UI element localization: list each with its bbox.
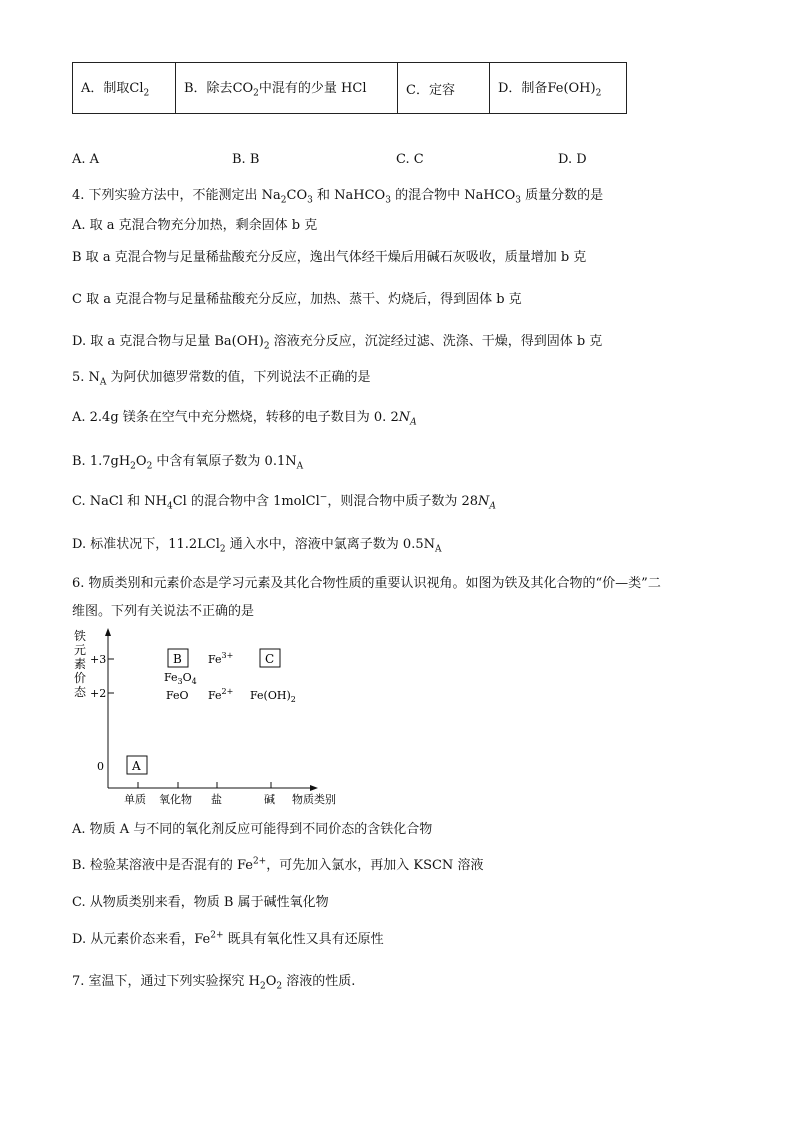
fe3-ion: $Fe^{3+}$ — [208, 651, 234, 666]
q5-option-d: D. 标准状况下，11.2LCl$_2$ 通入水中，溶液中氯离子数为 $0.5N_A$ — [72, 537, 442, 555]
fe2-ion: $Fe^{2+}$ — [208, 687, 234, 702]
q5-option-a: A. 2.4g 镁条在空气中充分燃烧，转移的电子数目为 0. $2N_A$ — [72, 410, 417, 428]
fe3o4: $Fe_3O_4$ — [164, 671, 197, 686]
q3-options-table — [72, 62, 627, 114]
y-tick-zero: 0 — [97, 760, 104, 773]
q4-option-d: D. 取 a 克混合物与足量 $Ba(OH)_2$ 溶液充分反应，沉淀经过滤、洗涤、干燥，得到固体 b 克 — [72, 334, 603, 352]
q7-stem: 7. 室温下，通过下列实验探究 $H_2O_2$ 溶液的性质. — [72, 974, 356, 992]
x-axis-arrow — [310, 785, 318, 791]
q4-stem: 4. 下列实验方法中，不能测定出 $Na_2CO_3$ 和 NaHCO$_3$ 的混合物中 NaHCO$_3$ 质量分数的是 — [72, 188, 604, 206]
y-label-char: 价 — [74, 671, 87, 685]
q5-option-c: C. NaCl 和 $NH_4Cl$ 的混合物中含 1molCl−，则混合物中质子数为 $28N_A$ — [72, 492, 496, 512]
q3-cell-a: A．制取$Cl_2$ — [73, 63, 176, 114]
y-tick-plus3: +3 — [90, 653, 107, 666]
x-tick-oxide: 氧化物 — [159, 793, 192, 806]
iron-valence-class-diagram — [60, 620, 360, 810]
q4-option-b: B 取 a 克混合物与足量稀盐酸充分反应，逸出气体经干燥后用碱石灰吸收，质量增加 b 克 — [72, 250, 587, 265]
q4-option-c: C 取 a 克混合物与足量稀盐酸充分反应，加热、蒸干、灼烧后，得到固体 b 克 — [72, 292, 522, 307]
q3-choice-d: D. D — [558, 152, 587, 167]
q4-option-a: A. 取 a 克混合物充分加热，剩余固体 b 克 — [72, 218, 318, 233]
x-axis-label: 物质类别 — [292, 793, 336, 806]
q6-option-a: A. 物质 A 与不同的氧化剂反应可能得到不同价态的含铁化合物 — [72, 822, 433, 837]
q3-cell-d: D．制备$Fe(OH)_2$ — [490, 63, 627, 114]
q6-option-b: B. 检验某溶液中是否混有的 $Fe^{2+}$，可先加入氯水，再加入 KSCN 溶液 — [72, 856, 484, 873]
q5-stem: 5. $N_A$ 为阿伏加德罗常数的值，下列说法不正确的是 — [72, 370, 371, 388]
q5-option-b: B. $1.7gH_2O_2$ 中含有氧原子数为 $0.1N_A$ — [72, 454, 304, 472]
y-label-char: 元 — [74, 643, 87, 657]
q3-cell-c: C．定容 — [398, 63, 490, 114]
q6-stem-line1: 6. 物质类别和元素价态是学习元素及其化合物性质的重要认识视角。如图为铁及其化合物的“价—类”二 — [72, 576, 661, 591]
q6-option-d: D. 从元素价态来看，$Fe^{2+}$ 既具有氧化性又具有还原性 — [72, 930, 384, 947]
y-label-char: 铁 — [74, 629, 87, 643]
q3-cell-b: B．除去$CO_2$中混有的少量 HCl — [176, 63, 398, 114]
y-tick-plus2: +2 — [90, 687, 107, 700]
q6-option-c: C. 从物质类别来看，物质 B 属于碱性氧化物 — [72, 895, 329, 910]
y-label-char: 态 — [74, 685, 87, 699]
y-axis-arrow — [105, 628, 111, 636]
box-c-label: C — [265, 652, 275, 666]
q3-choice-a: A. A — [72, 152, 100, 167]
x-tick-base: 碱 — [264, 793, 275, 806]
y-label-char: 素 — [74, 657, 87, 671]
x-tick-elemental: 单质 — [124, 793, 146, 806]
x-tick-salt: 盐 — [211, 793, 222, 806]
box-b-label: B — [173, 652, 182, 666]
feoh2: $Fe(OH)_2$ — [250, 689, 296, 704]
feo: FeO — [166, 689, 189, 702]
q6-stem-line2: 维图。下列有关说法不正确的是 — [72, 604, 255, 619]
q3-choice-c: C. C — [396, 152, 424, 167]
box-a-label: A — [132, 759, 141, 773]
q3-choice-b: B. B — [232, 152, 260, 167]
